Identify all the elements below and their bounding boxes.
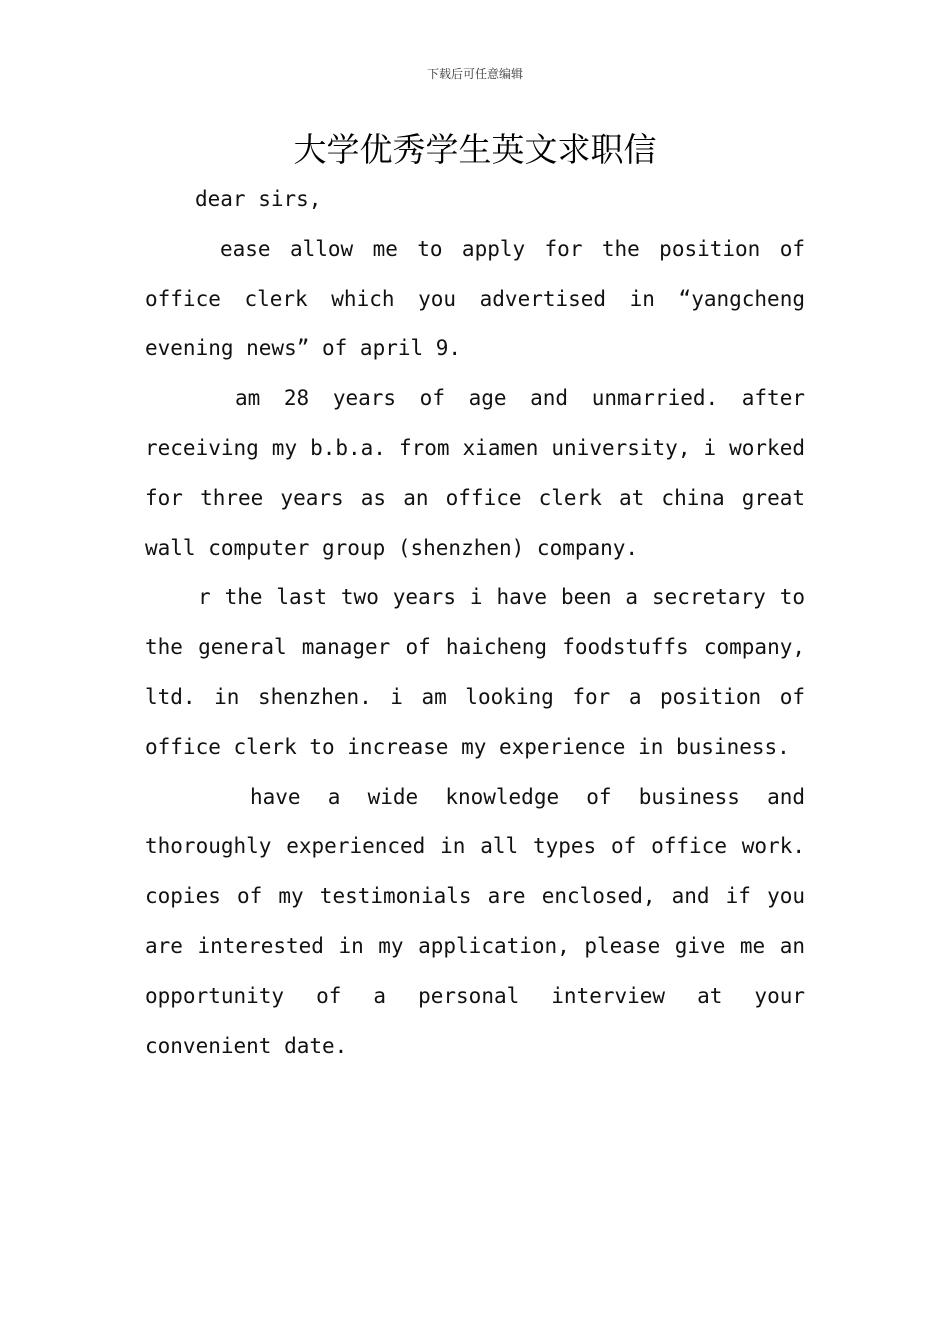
paragraph-background: am 28 years of age and unmarried. after receiving my b.b.a. from xiamen university, i worked for three years as an office clerk at china great wall computer group (shenzhen) company.	[145, 386, 805, 560]
paragraph-closing: have a wide knowledge of business and thoroughly experienced in all types of office work. copies of my testimonials are enclosed, and if you are interested in my application, please give me an opportunity of a personal interview at your convenient date.	[145, 784, 805, 1058]
paragraph-current-role: r the last two years i have been a secretary to the general manager of haicheng foodstuffs company, ltd. in shenzhen. i am looking for a position of office clerk to increase my experience in business.	[145, 585, 805, 759]
letter-body	[145, 175, 805, 1071]
salutation: dear sirs,	[195, 187, 322, 211]
paragraph-application: ease allow me to apply for the position of office clerk which you advertised in “yangcheng evening news” of april 9.	[145, 236, 805, 361]
page-title: 大学优秀学生英文求职信	[293, 130, 657, 169]
header-note: 下载后可任意编辑	[426, 67, 523, 81]
